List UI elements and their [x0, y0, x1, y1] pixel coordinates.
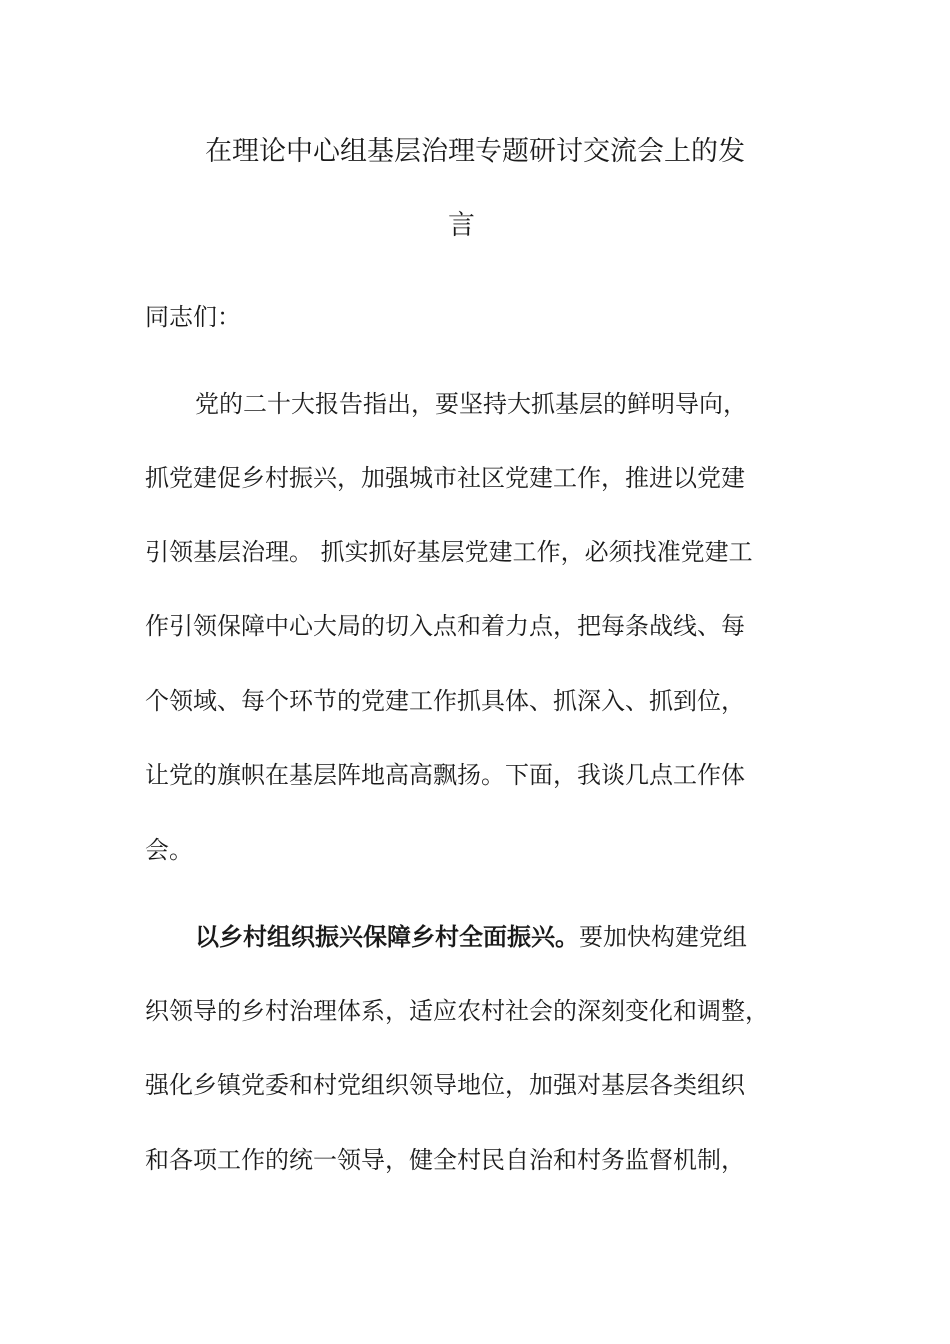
paragraph-1-line-5: 个领域、每个环节的党建工作抓具体、抓深入、抓到位，	[145, 687, 745, 715]
salutation: 同志们：	[145, 303, 241, 331]
paragraph-2-line-2: 织领导的乡村治理体系，适应农村社会的深刻变化和调整，	[145, 997, 769, 1025]
paragraph-1-line-4: 作引领保障中心大局的切入点和着力点，把每条战线、每	[145, 612, 745, 640]
paragraph-1-line-3: 引领基层治理。 抓实抓好基层党建工作，必须找准党建工	[145, 538, 753, 566]
paragraph-1-line-1: 党的二十大报告指出，要坚持大抓基层的鲜明导向，	[195, 390, 747, 418]
paragraph-1-line-7: 会。	[145, 836, 193, 864]
paragraph-2-first-line-rest: 要加快构建党组	[579, 923, 747, 951]
document-title-line-2: 言	[448, 210, 475, 241]
paragraph-2-line-3: 强化乡镇党委和村党组织领导地位，加强对基层各类组织	[145, 1071, 745, 1099]
paragraph-2-line-1	[195, 921, 747, 953]
paragraph-2-line-4: 和各项工作的统一领导，健全村民自治和村务监督机制，	[145, 1146, 745, 1174]
paragraph-1-line-2: 抓党建促乡村振兴，加强城市社区党建工作，推进以党建	[145, 464, 745, 492]
paragraph-1-line-6: 让党的旗帜在基层阵地高高飘扬。下面，我谈几点工作体	[145, 761, 745, 789]
paragraph-2-heading: 以乡村组织振兴保障乡村全面振兴。	[195, 923, 579, 951]
document-title-line-1: 在理论中心组基层治理专题研讨交流会上的发	[205, 136, 745, 167]
